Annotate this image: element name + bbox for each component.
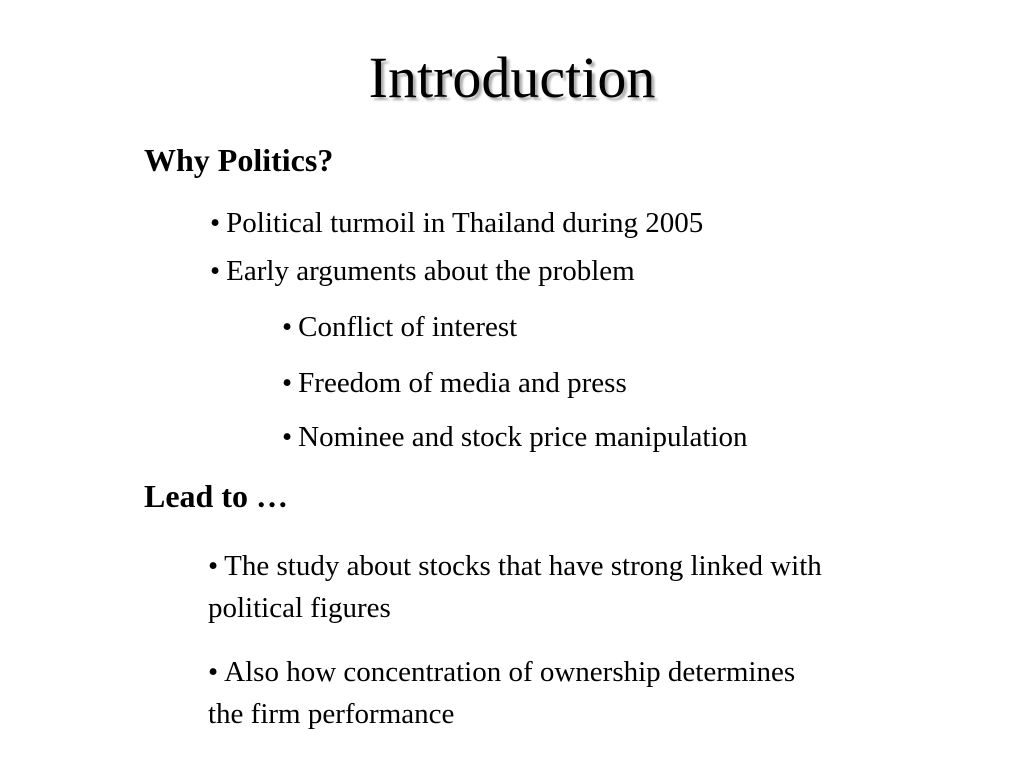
bullet-dot: •: [210, 255, 221, 287]
bullet-text: Nominee and stock price manipulation: [298, 421, 748, 453]
sub-bullet-item: [282, 416, 748, 458]
bullet-dot: •: [208, 656, 219, 688]
bullet-item: [208, 651, 808, 735]
bullet-text: Also how concentration of ownership determines the firm performance: [208, 656, 796, 730]
bullet-text: The study about stocks that have strong linked with political figures: [208, 550, 822, 624]
bullet-text: Conflict of interest: [298, 311, 518, 343]
bullet-dot: •: [210, 207, 221, 239]
sub-bullet-item: [282, 306, 517, 348]
sub-bullet-item: [282, 362, 627, 404]
section-heading-lead-to: Lead to …: [144, 478, 288, 514]
bullet-text: Freedom of media and press: [298, 367, 627, 399]
bullet-dot: •: [282, 367, 293, 399]
bullet-dot: •: [282, 421, 293, 453]
bullet-item: [210, 202, 703, 244]
bullet-dot: •: [208, 550, 219, 582]
bullet-dot: •: [282, 311, 293, 343]
section-heading-why-politics: Why Politics?: [144, 142, 334, 178]
slide-title: Introduction: [368, 45, 656, 110]
bullet-item: [208, 545, 908, 629]
bullet-text: Early arguments about the problem: [226, 255, 635, 287]
bullet-item: [210, 250, 635, 292]
bullet-text: Political turmoil in Thailand during 2005: [226, 207, 704, 239]
